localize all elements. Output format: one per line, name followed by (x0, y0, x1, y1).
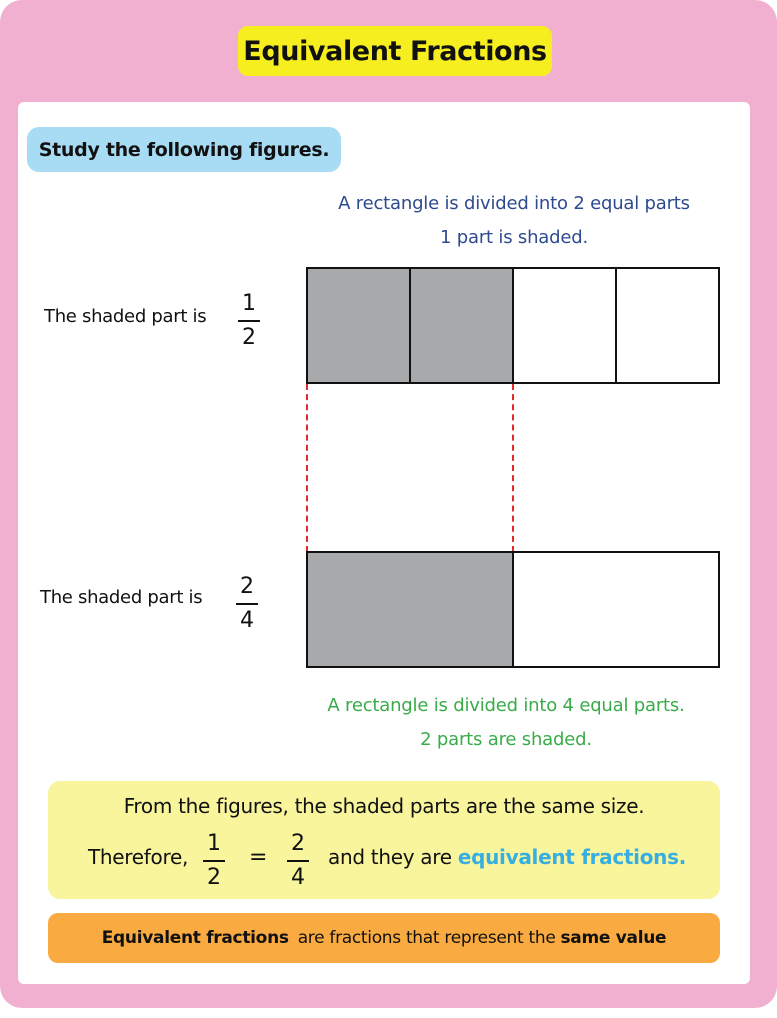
top-rectangle-part-1-shaded (308, 269, 409, 382)
top-rectangle-part-4 (615, 269, 718, 382)
conclusion-right-bar (287, 860, 309, 862)
conclusion-right-fraction (281, 833, 315, 889)
page-title (238, 26, 552, 76)
definition-middle: are fractions that represent the (297, 928, 556, 948)
top-caption-line2: 1 part is shaded. (440, 227, 588, 248)
top-fraction-denominator: 2 (242, 324, 256, 350)
equivalent-fractions-highlight: equivalent fractions. (457, 845, 687, 869)
conclusion-right-denominator: 4 (291, 864, 305, 890)
bottom-shaded-label: The shaded part is (40, 587, 203, 608)
bottom-fraction-bar (236, 603, 258, 605)
bottom-caption-line1: A rectangle is divided into 4 equal parts. (327, 695, 685, 716)
conclusion-left-numerator: 1 (207, 831, 221, 856)
bottom-fraction-denominator: 4 (240, 607, 254, 633)
conclusion-left-bar (203, 860, 225, 862)
conclusion-left-fraction (197, 833, 231, 889)
top-caption-line1: A rectangle is divided into 2 equal parts (338, 193, 690, 214)
definition-term: Equivalent fractions (101, 928, 289, 948)
therefore-text: Therefore, (88, 845, 189, 869)
bottom-caption-line2: 2 parts are shaded. (420, 729, 592, 750)
left-dashed-guide (306, 384, 308, 552)
they-are-text: and they are (328, 845, 452, 869)
right-dashed-guide (512, 384, 514, 552)
bottom-rectangle (306, 551, 720, 668)
top-shaded-label: The shaded part is (44, 306, 207, 327)
conclusion-line1: From the figures, the shaded parts are the same size. (123, 794, 645, 818)
instruction-text: Study the following figures. (38, 138, 330, 161)
instruction-banner (27, 127, 341, 172)
page-title-text: Equivalent Fractions (243, 35, 547, 67)
equals-sign: = (249, 845, 268, 870)
bottom-rectangle-part-1-shaded (308, 553, 512, 666)
top-rectangle-part-2-shaded (409, 269, 512, 382)
top-fraction (232, 293, 266, 349)
they-are-sentence (328, 845, 686, 869)
top-fraction-bar (238, 320, 260, 322)
bottom-rectangle-part-2 (512, 553, 718, 666)
bottom-fraction-numerator: 2 (240, 574, 254, 599)
top-rectangle (306, 267, 720, 384)
top-fraction-numerator: 1 (242, 291, 256, 316)
definition-box (48, 913, 720, 963)
bottom-fraction (230, 576, 264, 632)
top-rectangle-part-3 (512, 269, 615, 382)
definition-emphasis: same value (560, 928, 667, 948)
conclusion-left-denominator: 2 (207, 864, 221, 890)
conclusion-right-numerator: 2 (291, 831, 305, 856)
